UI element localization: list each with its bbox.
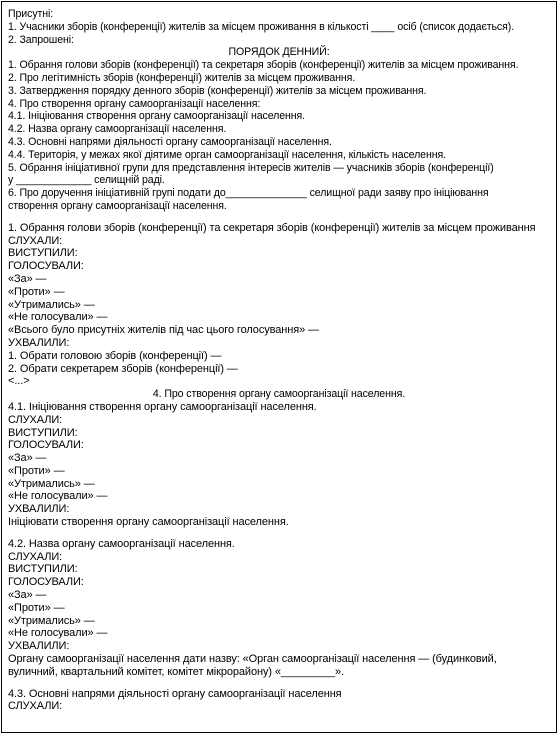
section-label: ГОЛОСУВАЛИ: xyxy=(8,439,84,452)
vote-line: «Не голосували» — xyxy=(8,311,108,324)
agenda-title: ПОРЯДОК ДЕННИЙ: xyxy=(228,46,330,59)
agenda-item: 4.2. Назва органу самоорганізації населення. xyxy=(8,123,227,136)
agenda-item: 4.3. Основні напрями діяльності органу самоорганізації населення. xyxy=(8,135,332,148)
vote-line: «За» — xyxy=(8,452,47,465)
vote-line: «Проти» — xyxy=(8,285,65,298)
section-label: СЛУХАЛИ: xyxy=(8,700,63,713)
vote-line: «За» — xyxy=(8,272,47,285)
doc-line: 1. Учасники зборів (конференції) жителів за місцем проживання в кількості ____ осіб (список додається). xyxy=(8,20,515,33)
vote-line: «За» — xyxy=(8,589,47,602)
section-heading: 4.2. Назва органу самоорганізації населення. xyxy=(8,537,235,550)
section-item-4-3 xyxy=(8,688,550,714)
agenda-item: 6. Про доручення ініціативній групі подати до______________ селищної ради заяву про ініціювання xyxy=(8,187,489,200)
section-item-1 xyxy=(8,222,550,388)
section-heading: 4.3. Основні напрями діяльності органу самоорганізації населення xyxy=(8,687,342,700)
vote-line: «Всього було присутніх жителів під час цього голосування» — xyxy=(8,324,319,337)
document-page xyxy=(1,1,557,733)
section-label: ВИСТУПИЛИ: xyxy=(8,247,78,260)
section-label: УХВАЛИЛИ: xyxy=(8,640,70,653)
agenda-item: 4.4. Територія, у межах якої діятиме орган самоорганізації населення, кількість населення. xyxy=(8,148,446,161)
doc-line: 2. Запрошені: xyxy=(8,33,74,46)
section-item-4-1 xyxy=(8,401,550,529)
decision-line: 1. Обрати головою зборів (конференції) — xyxy=(8,349,222,362)
decision-line: Ініціювати створення органу самоорганізації населення. xyxy=(8,516,289,529)
agenda-item: 5. Обрання ініціативної групи для представлення інтересів жителів — учасників зборів (конференції) xyxy=(8,161,494,174)
agenda-item: 1. Обрання голови зборів (конференції) та секретаря зборів (конференції) жителів за місцем проживання. xyxy=(8,59,519,72)
vote-line: «Утримались» — xyxy=(8,614,95,627)
section-heading: 1. Обрання голови зборів (конференції) та секретаря зборів (конференції) жителів за місцем проживання xyxy=(8,221,536,234)
section-label: СЛУХАЛИ: xyxy=(8,234,63,247)
section-label: УХВАЛИЛИ: xyxy=(8,503,70,516)
agenda-item: 3. Затвердження порядку денного зборів (конференції) жителів за місцем проживання. xyxy=(8,84,427,97)
section-4-title: 4. Про створення органу самоорганізації населення. xyxy=(152,388,406,401)
section-heading: 4.1. Ініціювання створення органу самоорганізації населення. xyxy=(8,400,317,413)
section-label: ГОЛОСУВАЛИ: xyxy=(8,576,84,589)
vote-line: «Утримались» — xyxy=(8,477,95,490)
vote-line: «Не голосували» — xyxy=(8,627,108,640)
decision-line: вуличний, квартальний комітет, комітет мікрорайону) «_________». xyxy=(8,665,345,678)
agenda-item: створення органу самоорганізації населення. xyxy=(8,199,227,212)
decision-line: 2. Обрати секретарем зборів (конференції) — xyxy=(8,362,238,375)
section-label: ВИСТУПИЛИ: xyxy=(8,426,78,439)
doc-line: Присутні: xyxy=(8,8,54,20)
section-label: ГОЛОСУВАЛИ: xyxy=(8,260,84,273)
vote-line: «Проти» — xyxy=(8,601,65,614)
agenda-item: 4.1. Ініціювання створення органу самоорганізації населення. xyxy=(8,110,305,123)
section-label: ВИСТУПИЛИ: xyxy=(8,563,78,576)
vote-line: «Проти» — xyxy=(8,464,65,477)
ellipsis-marker: <...> xyxy=(8,375,30,388)
section-item-4-2 xyxy=(8,538,550,679)
section-label: УХВАЛИЛИ: xyxy=(8,336,70,349)
agenda-item: у _____________ селищній раді. xyxy=(8,174,165,187)
vote-line: «Не голосували» — xyxy=(8,490,108,503)
decision-line: Органу самоорганізації населення дати назву: «Орган самоорганізації населення — (будинковий, xyxy=(8,653,497,666)
section-label: СЛУХАЛИ: xyxy=(8,413,63,426)
agenda-item: 4. Про створення органу самоорганізації населення: xyxy=(8,97,261,110)
attendance-block xyxy=(8,8,550,46)
agenda-item: 2. Про легітимність зборів (конференції) жителів за місцем проживання. xyxy=(8,71,356,84)
agenda-list xyxy=(8,59,550,213)
vote-line: «Утримались» — xyxy=(8,298,95,311)
section-label: СЛУХАЛИ: xyxy=(8,550,63,563)
